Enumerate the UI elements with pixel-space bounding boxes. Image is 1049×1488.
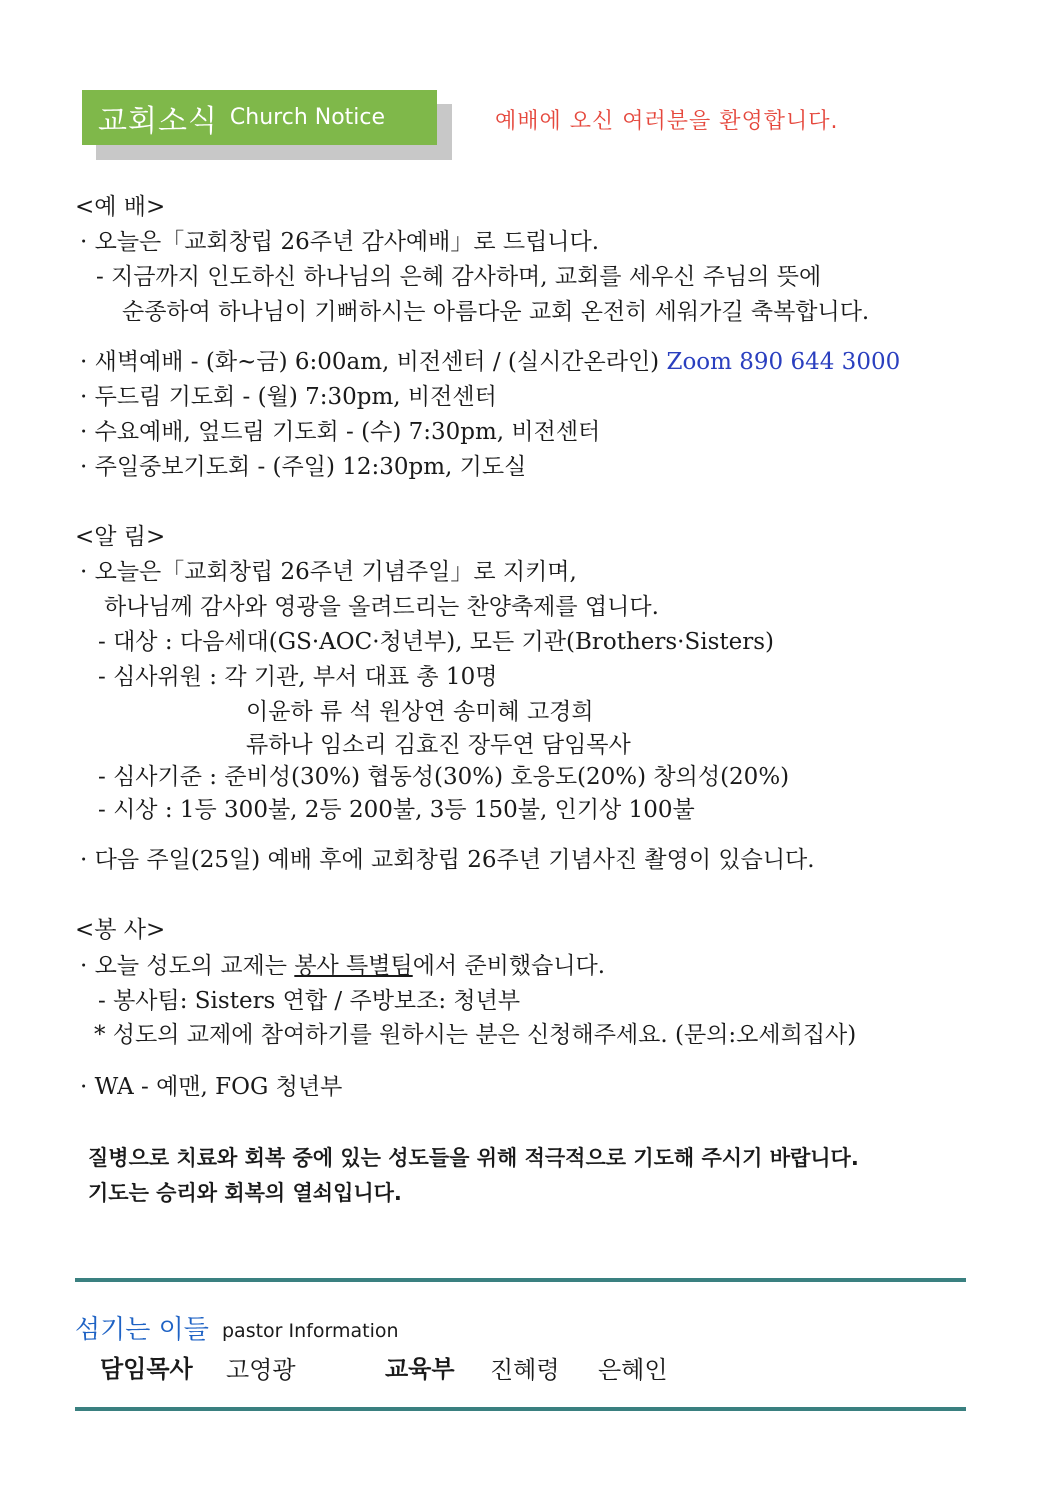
prayer-line-2: 기도는 승리와 회복의 열쇠입니다. [88, 1181, 402, 1205]
staff-title: 섬기는 이들 [75, 1315, 209, 1345]
notice-line-3: - 대상 : 다음세대(GS·AOC·청년부), 모든 기관(Brothers·Sisters) [98, 629, 775, 655]
service-line-4: · WA - 예맨, FOG 청년부 [80, 1074, 343, 1100]
special-team: 봉사 특별팀 [294, 953, 413, 979]
staff-subtitle: pastor Information [222, 1320, 399, 1342]
role-senior-pastor: 담임목사 [100, 1355, 193, 1383]
name-senior-pastor: 고영광 [226, 1356, 296, 1384]
notice-line-2: 하나님께 감사와 영광을 올려드리는 찬양축제를 엽니다. [104, 594, 659, 620]
notice-heading: <알 림> [75, 524, 166, 550]
prayer-line-1: 질병으로 치료와 회복 중에 있는 성도들을 위해 적극적으로 기도해 주시기 바랍니다. [88, 1146, 859, 1170]
worship-line-2: - 지금까지 인도하신 하나님의 은혜 감사하며, 교회를 세우신 주님의 뜻에 [96, 264, 822, 290]
worship-line-4 [80, 345, 900, 379]
name-education-2: 은혜인 [598, 1356, 668, 1384]
service-line-1 [80, 949, 605, 983]
service-line-2: - 봉사팀: Sisters 연합 / 주방보조: 청년부 [98, 988, 521, 1014]
role-education: 교육부 [385, 1355, 455, 1383]
service-line-1c: 에서 준비했습니다. [412, 953, 606, 979]
welcome-message: 예배에 오신 여러분을 환영합니다. [495, 109, 839, 134]
notice-line-1: · 오늘은「교회창립 26주년 기념주일」로 지키며, [80, 559, 577, 585]
notice-line-6: 류하나 임소리 김효진 장두연 담임목사 [246, 732, 631, 758]
notice-line-7: - 심사기준 : 준비성(30%) 협동성(30%) 호응도(20%) 창의성(20%) [98, 764, 790, 790]
worship-line-3: 순종하여 하나님이 기뻐하시는 아름다운 교회 온전히 세워가길 축복합니다. [122, 299, 870, 325]
worship-line-5: · 두드림 기도회 - (월) 7:30pm, 비전센터 [80, 384, 497, 410]
notice-line-8: - 시상 : 1등 300불, 2등 200불, 3등 150불, 인기상 100불 [98, 797, 695, 823]
notice-line-9: · 다음 주일(25일) 예배 후에 교회창립 26주년 기념사진 촬영이 있습니다. [80, 847, 815, 873]
banner-title-ko: 교회소식 [98, 103, 218, 139]
service-heading: <봉 사> [75, 917, 166, 943]
worship-line-7: · 주일중보기도회 - (주일) 12:30pm, 기도실 [80, 454, 527, 480]
banner-title-en: Church Notice [229, 105, 386, 130]
dawn-service-text: · 새벽예배 - (화~금) 6:00am, 비전센터 / (실시간온라인) [80, 349, 667, 375]
notice-line-4: - 심사위원 : 각 기관, 부서 대표 총 10명 [98, 664, 498, 690]
divider-bottom [75, 1407, 966, 1411]
zoom-id[interactable]: Zoom 890 644 3000 [666, 349, 901, 375]
worship-line-6: · 수요예배, 엎드림 기도회 - (수) 7:30pm, 비전센터 [80, 419, 601, 445]
worship-line-1: · 오늘은「교회창립 26주년 감사예배」로 드립니다. [80, 229, 600, 255]
section-banner [82, 90, 437, 145]
service-line-1a: · 오늘 성도의 교제는 [80, 953, 295, 979]
service-line-3: * 성도의 교제에 참여하기를 원하시는 분은 신청해주세요. (문의:오세희집사) [94, 1022, 857, 1048]
notice-line-5: 이윤하 류 석 원상연 송미혜 고경희 [246, 699, 594, 725]
divider-top [75, 1278, 966, 1282]
worship-heading: <예 배> [75, 194, 166, 220]
name-education-1: 진혜령 [490, 1356, 560, 1384]
